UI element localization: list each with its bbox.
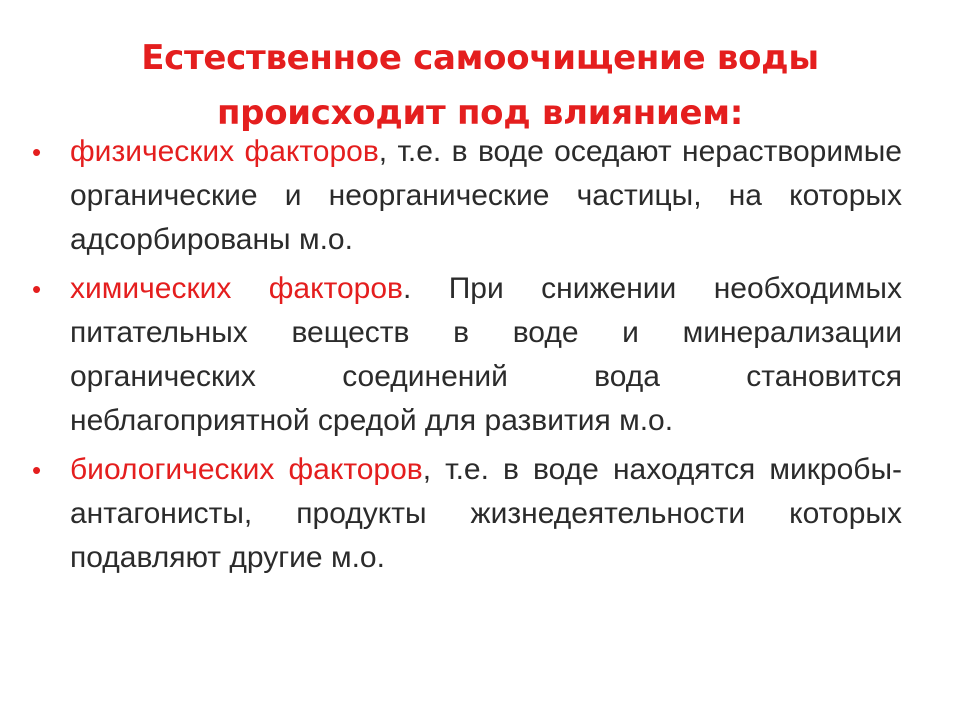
bullet-description: . При снижении необходимых питательных веществ в воде и минерализации органических соединений вода становится неблагоприятной средой для развития м.о. (70, 272, 902, 437)
bullet-description: , т.е. в воде оседают нерастворимые органические и неорганические частицы, на которых адсорбированы м.о. (70, 135, 902, 256)
bullet-text (70, 267, 902, 443)
bullet-item-physical (32, 130, 902, 262)
bullet-item-biological (32, 448, 902, 580)
bullet-dot-icon: • (32, 137, 42, 167)
slide-title-line-1: Естественное самоочищение воды (141, 37, 819, 78)
bullet-description: , т.е. в воде находятся микробы-антагонисты, продукты жизнедеятельности которых подавляют другие м.о. (70, 453, 903, 574)
slide-title (60, 31, 900, 141)
bullet-term: химических факторов (70, 272, 403, 305)
bullet-dot-icon: • (32, 455, 42, 485)
slide-title-line-2: происходит под влиянием: (216, 92, 744, 133)
bullet-term: физических факторов (70, 135, 379, 168)
bullet-term: биологических факторов (70, 453, 423, 486)
bullet-item-chemical (32, 267, 902, 443)
bullet-text (70, 130, 902, 262)
bullet-list (32, 130, 902, 585)
bullet-text (70, 448, 902, 580)
bullet-dot-icon: • (32, 274, 42, 304)
